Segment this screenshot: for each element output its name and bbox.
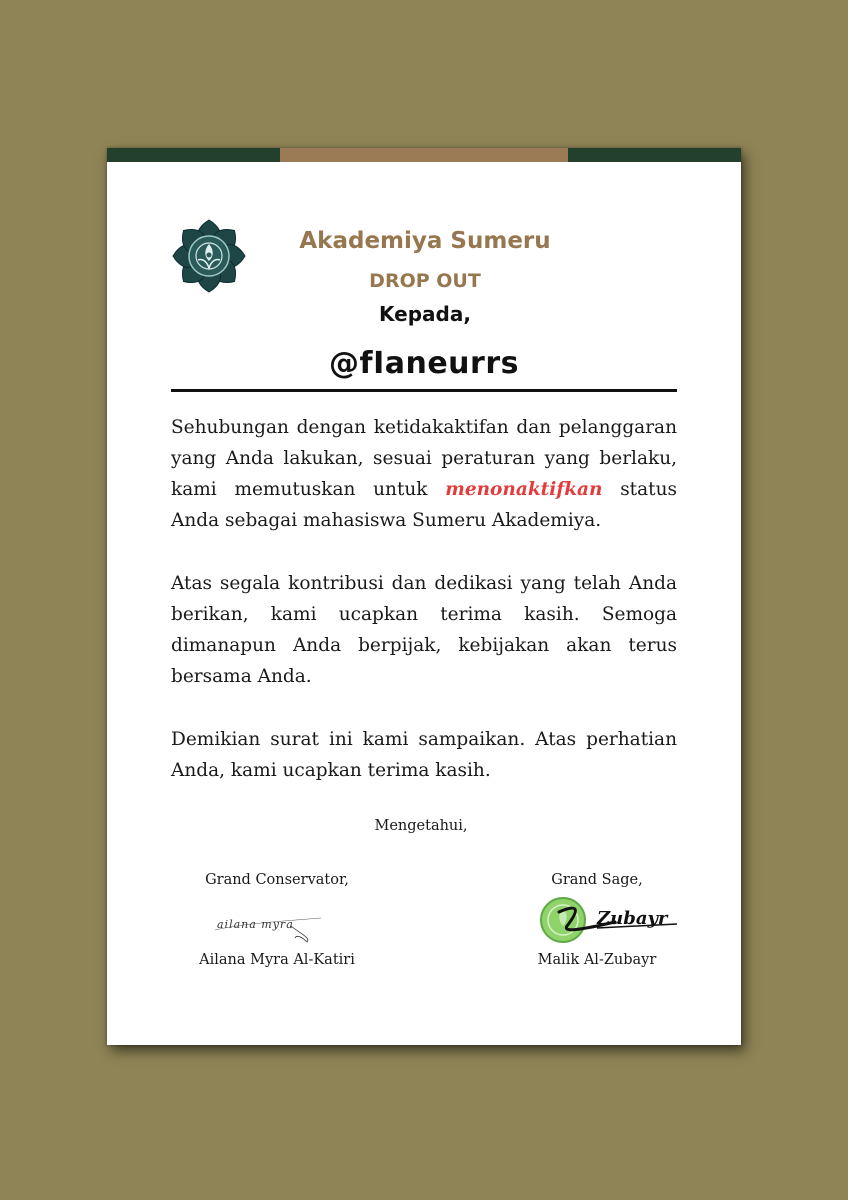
left-signer-name: Ailana Myra Al-Katiri [199, 952, 355, 968]
band-green-right [568, 148, 741, 162]
salutation: Kepada, [379, 302, 471, 326]
left-signature [211, 904, 351, 944]
institution-title: Akademiya Sumeru [299, 228, 551, 254]
left-signer-role: Grand Conservator, [205, 872, 349, 888]
paragraph-decision-end: status Anda sebagai mahasiswa Sumeru Akademiya. [171, 479, 677, 531]
right-signature-text: Zubayr [597, 908, 668, 929]
right-signer-role: Grand Sage, [551, 872, 643, 888]
highlighted-word: menonaktifkan [445, 479, 603, 500]
top-band [107, 148, 741, 162]
recipient-handle: @fIaneurrs [329, 346, 519, 381]
band-green-left [107, 148, 280, 162]
letter-type-title: DROP OUT [369, 270, 481, 292]
right-signer-name: Malik Al-Zubayr [537, 952, 657, 968]
divider-rule [171, 389, 677, 392]
paragraph-closing: Demikian surat ini kami sampaikan. Atas perhatian Anda, kami ucapkan terima kasih. [171, 729, 677, 781]
band-brown-center [280, 148, 568, 162]
acknowledged-label: Mengetahui, [374, 818, 468, 834]
letter-page [107, 148, 741, 1045]
paragraph-decision [171, 412, 677, 536]
paragraph-thanks: Atas segala kontribusi dan dedikasi yang telah Anda berikan, kami ucapkan terima kasih. Semoga dimanapun Anda berpijak, kebijakan akan terus bersama Anda. [171, 573, 677, 687]
wax-seal-icon [541, 898, 585, 942]
paragraph-decision-start: Sehubungan dengan ketidakaktifan dan pelanggaran yang Anda lakukan, sesuai peraturan yang berlaku, kami memutuskan untuk [171, 417, 677, 500]
left-signature-text: ailana myra [217, 918, 294, 931]
right-signature [537, 890, 687, 946]
